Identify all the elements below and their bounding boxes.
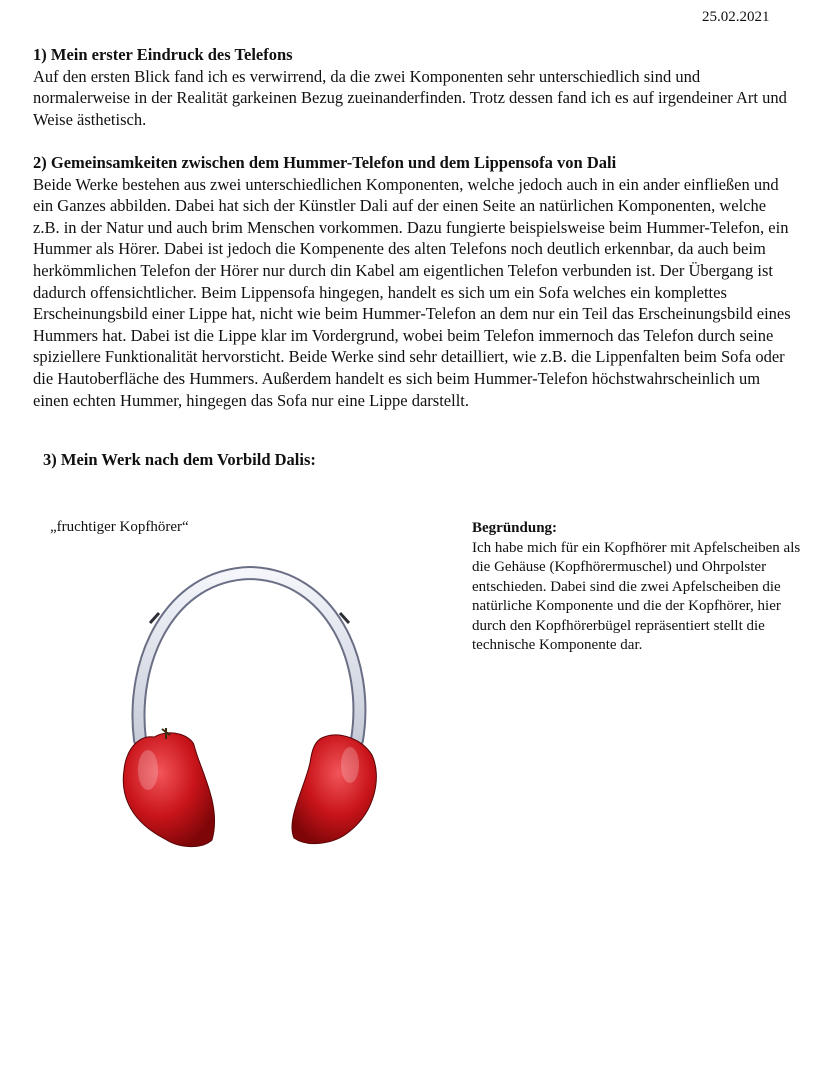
section-similarities [33,152,793,411]
reasoning-text: Ich habe mich für ein Kopfhörer mit Apfelscheiben als die Gehäuse (Kopfhörermuschel) und Ohrpolster entschieden. Dabei sind die zwei Apfelscheiben die natürliche Komponente und die der Kopfhörer, hier durch den Kopfhörerbügel repräsentiert stellt die technische Komponente dar. [472,539,801,653]
left-apple-earcup [123,728,214,847]
artwork-caption: „fruchtiger Kopfhörer“ [50,519,189,535]
section-heading: 2) Gemeinsamkeiten zwischen dem Hummer-Telefon und dem Lippensofa von Dali [33,153,617,172]
section-first-impression [33,44,793,130]
section-heading-own-work: 3) Mein Werk nach dem Vorbild Dalis: [43,450,316,469]
section-heading: 1) Mein erster Eindruck des Telefons [33,45,293,64]
reasoning-block [472,519,812,656]
reasoning-heading: Begründung: [472,520,558,536]
document-date: 25.02.2021 [702,9,770,25]
section-text: Beide Werke bestehen aus zwei unterschiedlichen Komponenten, welche jedoch auch in ein ander einfließen und ein Ganzes abbilden. Dabei hat sich der Künstler Dali auf der einen Seite an natürlichen Komponenten, welche z.B. in der Natur und auch brim Menschen vorkommen. Dazu fungierte beispielsweise beim Hummer-Telefon, ein Hummer als Hörer. Dabei ist jedoch die Kompenente des alten Telefons noch deutlich erkennbar, da auch beim herkömmlichen Telefon der Hörer nur durch din Kabel am eigentlichen Telefon verbunden ist. Der Übergang ist dadurch offensichtlicher. Beim Lippensofa hingegen, handelt es sich um ein Sofa welches ein komplettes Erscheinungsbild einer Lippe hat, nicht wie beim Hummer-Telefon an dem nur ein Teil das Erscheinungsbild eines Hummers hat. Dabei ist die Lippe klar im Vordergrund, wobei beim Telefon immernoch das Telefon durch seine spiziellere Funktionalität hervorsticht. Beide Werke sind sehr detailliert, wie z.B. die Lippenfalten beim Sofa oder die Hautoberfläche des Hummers. Außerdem handelt es sich beim Hummer-Telefon höchstwahrscheinlich um einen echten Hummer, hingegen das Sofa nur eine Lippe darstellt. [33,174,791,410]
right-apple-earcup [292,735,376,844]
apple-headphones-illustration [110,565,400,865]
section-text: Auf den ersten Blick fand ich es verwirrend, da die zwei Komponenten sehr unterschiedlich sind und normalerweise in der Realität garkeinen Bezug zueinanderfinden. Trotz dessen fand ich es auf irgendeiner Art und Weise ästhetisch. [33,66,787,129]
headband [138,573,359,740]
